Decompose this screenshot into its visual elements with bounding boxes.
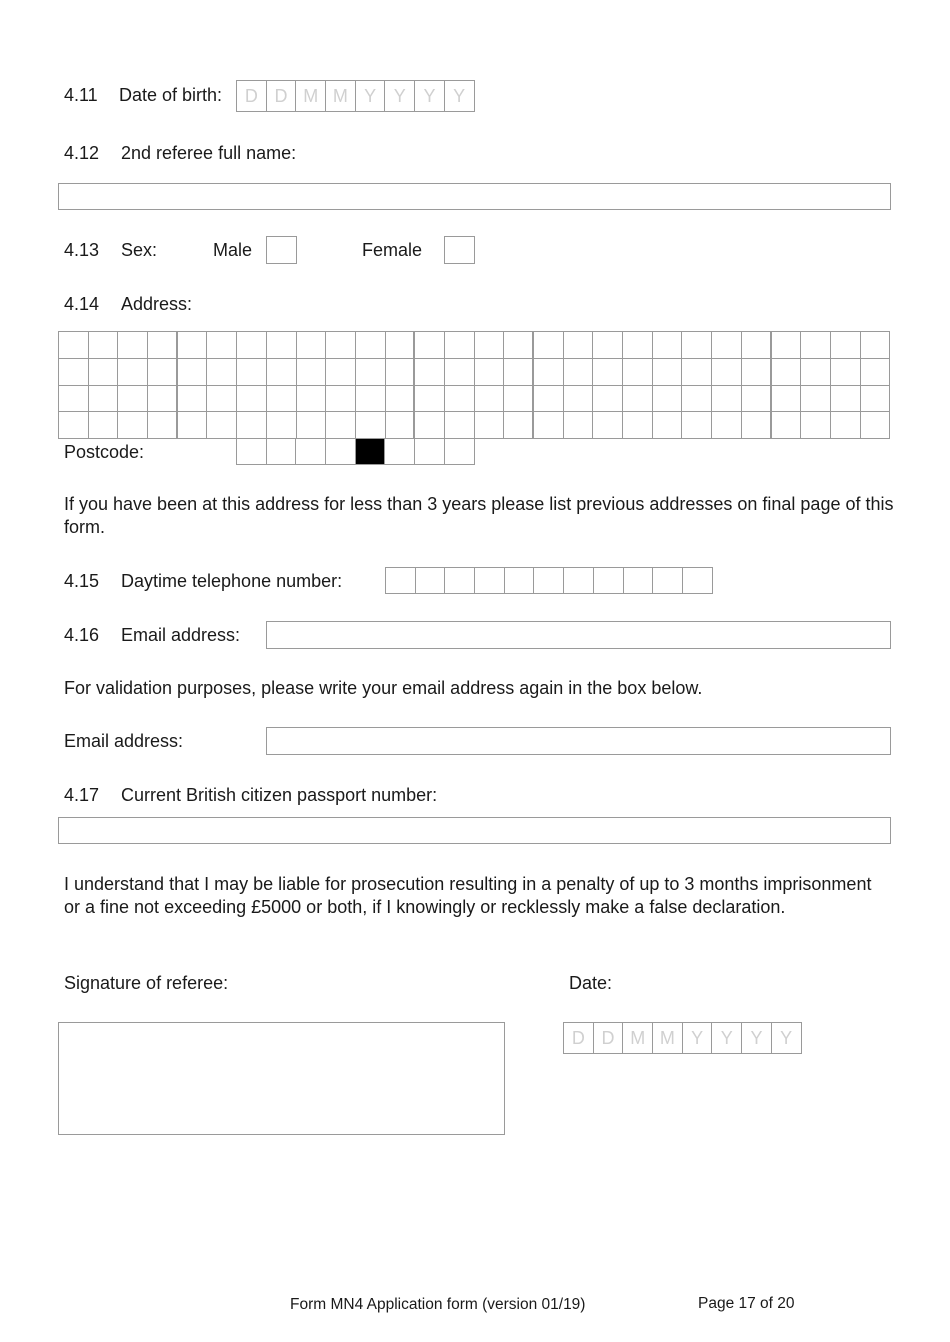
address-cell[interactable]	[207, 359, 237, 386]
phone-cell[interactable]	[505, 567, 535, 594]
address-cell[interactable]	[831, 412, 861, 439]
address-cell[interactable]	[118, 412, 148, 439]
address-cell[interactable]	[415, 359, 445, 386]
date-cell[interactable]: M	[653, 1022, 683, 1054]
address-cell[interactable]	[564, 332, 594, 359]
address-cell[interactable]	[712, 386, 742, 413]
address-cell[interactable]	[534, 386, 564, 413]
telephone-field[interactable]	[385, 567, 713, 594]
email-input[interactable]	[266, 621, 891, 649]
address-cell[interactable]	[712, 359, 742, 386]
passport-number-input[interactable]	[58, 817, 891, 844]
signature-box[interactable]	[58, 1022, 505, 1135]
address-cell[interactable]	[59, 332, 89, 359]
address-cell[interactable]	[118, 359, 148, 386]
postcode-field[interactable]	[236, 438, 475, 465]
q411-label: Date of birth:	[119, 85, 223, 105]
address-cell[interactable]	[742, 359, 772, 386]
address-cell[interactable]	[564, 359, 594, 386]
address-cell[interactable]	[593, 359, 623, 386]
female-checkbox[interactable]	[444, 236, 475, 264]
address-cell[interactable]	[742, 386, 772, 413]
referee-name-input[interactable]	[58, 183, 891, 210]
address-cell[interactable]	[772, 359, 802, 386]
address-cell[interactable]	[326, 412, 356, 439]
address-cell[interactable]	[237, 332, 267, 359]
address-cell[interactable]	[475, 332, 505, 359]
postcode-cell[interactable]	[356, 438, 386, 465]
address-cell[interactable]	[178, 412, 208, 439]
address-cell[interactable]	[712, 412, 742, 439]
address-cell[interactable]	[207, 332, 237, 359]
q416-label: Email address:	[121, 625, 241, 645]
form-name: Form MN4 Application form (version 01/19)	[290, 1296, 586, 1313]
address-cell[interactable]	[356, 386, 386, 413]
address-cell[interactable]	[564, 386, 594, 413]
dob-cell[interactable]: D	[237, 80, 267, 112]
female-label: Female	[362, 240, 423, 260]
address-cell[interactable]	[801, 359, 831, 386]
address-cell[interactable]	[801, 332, 831, 359]
date-cell[interactable]: Y	[683, 1022, 713, 1054]
address-cell[interactable]	[326, 332, 356, 359]
address-cell[interactable]	[564, 412, 594, 439]
postcode-cell[interactable]	[326, 438, 356, 465]
address-cell[interactable]	[504, 332, 534, 359]
address-cell[interactable]	[831, 359, 861, 386]
address-cell[interactable]	[742, 332, 772, 359]
address-cell[interactable]	[593, 412, 623, 439]
address-cell[interactable]	[356, 359, 386, 386]
address-cell[interactable]	[445, 412, 475, 439]
address-cell[interactable]	[593, 332, 623, 359]
date-of-birth-field[interactable]	[236, 80, 475, 112]
address-cell[interactable]	[504, 412, 534, 439]
address-cell[interactable]	[534, 412, 564, 439]
address-cell[interactable]	[326, 359, 356, 386]
dob-cell[interactable]: Y	[385, 80, 415, 112]
address-cell[interactable]	[207, 386, 237, 413]
q417-number: 4.17	[64, 785, 100, 805]
address-cell[interactable]	[386, 332, 416, 359]
address-cell[interactable]	[267, 359, 297, 386]
phone-cell[interactable]	[445, 567, 475, 594]
address-cell[interactable]	[178, 332, 208, 359]
validation-note: For validation purposes, please write your email address again in the box below.	[64, 678, 703, 698]
address-cell[interactable]	[59, 412, 89, 439]
phone-cell[interactable]	[564, 567, 594, 594]
date-cell[interactable]: Y	[712, 1022, 742, 1054]
date-label: Date:	[569, 973, 613, 993]
dob-cell[interactable]: Y	[356, 80, 386, 112]
address-cell[interactable]	[445, 359, 475, 386]
dob-cell[interactable]: Y	[415, 80, 445, 112]
phone-cell[interactable]	[475, 567, 505, 594]
postcode-cell[interactable]	[445, 438, 475, 465]
address-cell[interactable]	[89, 332, 119, 359]
address-cell[interactable]	[831, 332, 861, 359]
address-cell[interactable]	[267, 412, 297, 439]
phone-cell[interactable]	[624, 567, 654, 594]
address-cell[interactable]	[653, 332, 683, 359]
address-cell[interactable]	[801, 386, 831, 413]
address-cell[interactable]	[861, 359, 891, 386]
address-cell[interactable]	[356, 332, 386, 359]
address-cell[interactable]	[772, 332, 802, 359]
q416-number: 4.16	[64, 625, 100, 645]
postcode-label: Postcode:	[64, 442, 145, 462]
address-cell[interactable]	[772, 412, 802, 439]
address-cell[interactable]	[682, 332, 712, 359]
date-cell[interactable]: M	[623, 1022, 653, 1054]
address-cell[interactable]	[415, 412, 445, 439]
address-cell[interactable]	[267, 332, 297, 359]
address-cell[interactable]	[178, 359, 208, 386]
address-cell[interactable]	[475, 412, 505, 439]
address-cell[interactable]	[653, 359, 683, 386]
address-cell[interactable]	[682, 412, 712, 439]
postcode-cell[interactable]	[267, 438, 297, 465]
address-cell[interactable]	[386, 359, 416, 386]
postcode-cell[interactable]	[237, 438, 267, 465]
signature-label: Signature of referee:	[64, 973, 229, 993]
address-cell[interactable]	[148, 386, 178, 413]
address-cell[interactable]	[207, 412, 237, 439]
address-cell[interactable]	[415, 332, 445, 359]
address-cell[interactable]	[89, 412, 119, 439]
date-cell[interactable]: Y	[742, 1022, 772, 1054]
address-cell[interactable]	[534, 359, 564, 386]
address-cell[interactable]	[534, 332, 564, 359]
address-cell[interactable]	[623, 359, 653, 386]
address-cell[interactable]	[504, 386, 534, 413]
address-cell[interactable]	[475, 386, 505, 413]
address-cell[interactable]	[623, 412, 653, 439]
address-cell[interactable]	[297, 386, 327, 413]
address-cell[interactable]	[356, 412, 386, 439]
postcode-cell[interactable]	[385, 438, 415, 465]
address-cell[interactable]	[504, 359, 534, 386]
address-cell[interactable]	[148, 359, 178, 386]
address-cell[interactable]	[118, 386, 148, 413]
address-cell[interactable]	[653, 412, 683, 439]
date-cell[interactable]: D	[594, 1022, 624, 1054]
dob-cell[interactable]: D	[267, 80, 297, 112]
address-cell[interactable]	[178, 386, 208, 413]
address-cell[interactable]	[237, 386, 267, 413]
address-cell[interactable]	[297, 359, 327, 386]
address-cell[interactable]	[415, 386, 445, 413]
male-label: Male	[213, 240, 253, 260]
phone-cell[interactable]	[534, 567, 564, 594]
address-cell[interactable]	[653, 386, 683, 413]
male-checkbox[interactable]	[266, 236, 297, 264]
q412-number: 4.12	[64, 143, 100, 163]
address-cell[interactable]	[861, 412, 891, 439]
dob-cell[interactable]: M	[296, 80, 326, 112]
address-cell[interactable]	[623, 386, 653, 413]
address-cell[interactable]	[148, 412, 178, 439]
declaration-text: I understand that I may be liable for prosecution resulting in a penalty of up to 3 months imprisonment or a fine not exceeding £5000 or both, if I knowingly or recklessly make a false declaration.	[64, 874, 872, 917]
email-repeat-input[interactable]	[266, 727, 891, 755]
address-cell[interactable]	[861, 332, 891, 359]
address-cell[interactable]	[682, 359, 712, 386]
address-cell[interactable]	[297, 332, 327, 359]
address-cell[interactable]	[593, 386, 623, 413]
address-cell[interactable]	[831, 386, 861, 413]
address-cell[interactable]	[297, 412, 327, 439]
date-cell[interactable]: Y	[772, 1022, 802, 1054]
address-note: If you have been at this address for less than 3 years please list previous addresses on final page of this form.	[64, 494, 894, 537]
address-cell[interactable]	[237, 359, 267, 386]
address-cell[interactable]	[59, 359, 89, 386]
address-cell[interactable]	[148, 332, 178, 359]
address-cell[interactable]	[89, 359, 119, 386]
dob-cell[interactable]: Y	[445, 80, 475, 112]
postcode-cell[interactable]	[415, 438, 445, 465]
q413-number: 4.13	[64, 240, 100, 260]
date-cell[interactable]: D	[564, 1022, 594, 1054]
q411-number: 4.11	[64, 85, 98, 105]
address-cell[interactable]	[742, 412, 772, 439]
address-cell[interactable]	[386, 386, 416, 413]
q412-label: 2nd referee full name:	[121, 143, 297, 163]
phone-cell[interactable]	[594, 567, 624, 594]
address-cell[interactable]	[445, 386, 475, 413]
dob-cell[interactable]: M	[326, 80, 356, 112]
address-cell[interactable]	[682, 386, 712, 413]
address-cell[interactable]	[772, 386, 802, 413]
address-grid[interactable]	[58, 331, 890, 439]
address-cell[interactable]	[59, 386, 89, 413]
address-cell[interactable]	[237, 412, 267, 439]
page-number: Page 17 of 20	[698, 1295, 795, 1312]
address-cell[interactable]	[801, 412, 831, 439]
q415-label: Daytime telephone number:	[121, 571, 343, 591]
phone-cell[interactable]	[416, 567, 446, 594]
signature-date-field[interactable]	[563, 1022, 802, 1054]
address-cell[interactable]	[386, 412, 416, 439]
email-repeat-label: Email address:	[64, 731, 184, 751]
postcode-cell[interactable]	[296, 438, 326, 465]
address-cell[interactable]	[475, 359, 505, 386]
phone-cell[interactable]	[683, 567, 713, 594]
q414-number: 4.14	[64, 294, 100, 314]
q413-label: Sex:	[121, 240, 158, 260]
address-cell[interactable]	[326, 386, 356, 413]
q415-number: 4.15	[64, 571, 100, 591]
address-cell[interactable]	[267, 386, 297, 413]
address-cell[interactable]	[623, 332, 653, 359]
q414-label: Address:	[121, 294, 193, 314]
address-cell[interactable]	[89, 386, 119, 413]
q417-label: Current British citizen passport number:	[121, 785, 438, 805]
phone-cell[interactable]	[653, 567, 683, 594]
address-cell[interactable]	[445, 332, 475, 359]
phone-cell[interactable]	[386, 567, 416, 594]
address-cell[interactable]	[118, 332, 148, 359]
address-cell[interactable]	[712, 332, 742, 359]
address-cell[interactable]	[861, 386, 891, 413]
